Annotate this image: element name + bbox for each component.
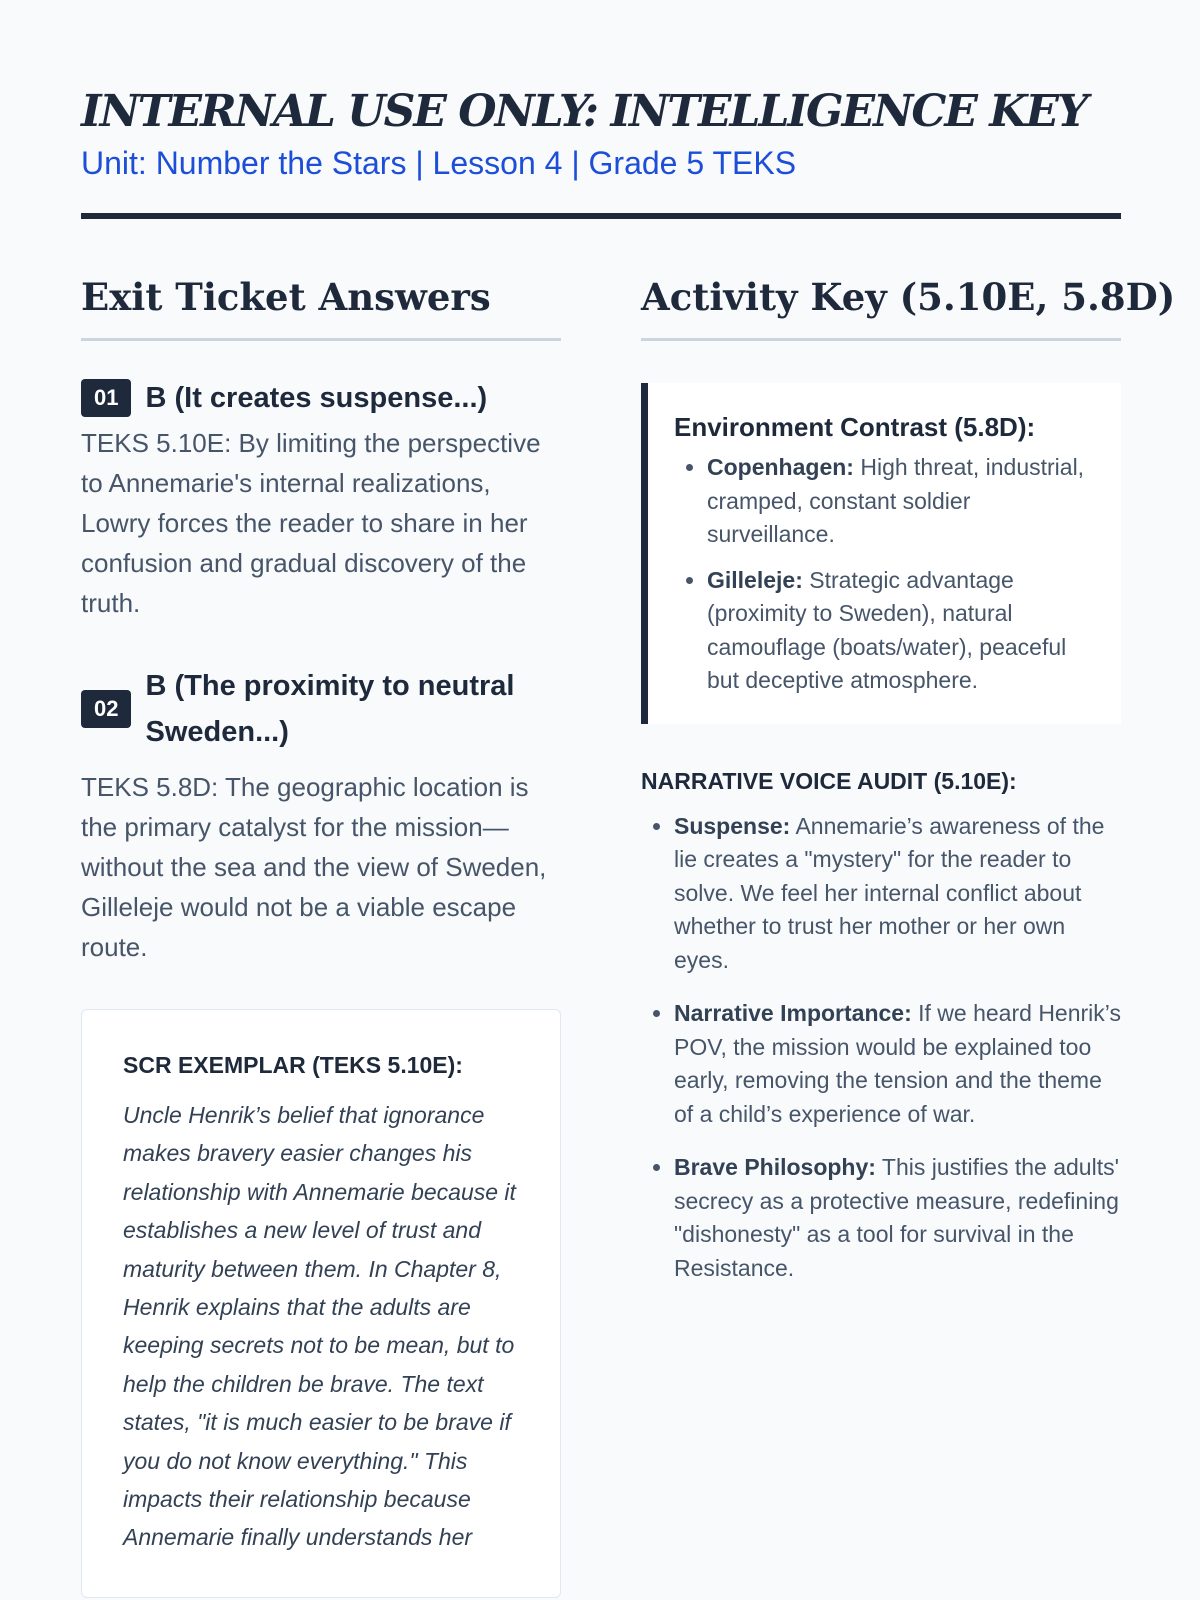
list-item [674, 810, 1121, 978]
list-item-label: Suspense: [674, 812, 791, 839]
answer-key-page [81, 0, 1176, 1600]
answer-item-2 [81, 663, 561, 967]
exemplar-text: Uncle Henrik’s belief that ignorance makes bravery easier changes his relationship with Annemarie because it establishes a new level of trust and maturity between them. In Chapter 8, Henrik explains that the adults are keeping secrets not to be mean, but to help the children be brave. The text states, "it is much easier to be brave if you do not know everything." This impacts their relationship because Annemarie finally understands her [123, 1102, 516, 1551]
narrative-audit-title: NARRATIVE VOICE AUDIT (5.10E): [641, 767, 1017, 794]
list-item-label: Copenhagen: [707, 454, 854, 480]
narrative-audit-list [641, 810, 1121, 1286]
list-item-text: This justifies the adults' secrecy as a protective measure, redefining "dishonesty" as a tool for survival in the Resistance. [674, 1154, 1119, 1281]
answer-item-1 [81, 375, 561, 623]
answer-2-header [81, 663, 561, 755]
environment-list [674, 451, 1101, 698]
list-item-text: Annemarie’s awareness of the lie creates a "mystery" for the reader to solve. We feel her internal conflict about whether to trust her mother or her own eyes. [674, 812, 1105, 973]
list-item [674, 1151, 1121, 1285]
list-item-text: High threat, industrial, cramped, constant soldier surveillance. [707, 454, 1085, 547]
list-item-label: Gilleleje: [707, 566, 803, 593]
answer-1-title: B (It creates suspense...) [145, 382, 488, 414]
list-item [674, 997, 1121, 1131]
activity-key-heading: Activity Key (5.10E, 5.8D) [641, 272, 1121, 341]
answer-number-badge: 02 [81, 690, 131, 728]
exit-ticket-heading: Exit Ticket Answers [81, 272, 561, 341]
list-item [707, 564, 1101, 698]
page-title: INTERNAL USE ONLY: INTELLIGENCE KEY [81, 86, 1087, 137]
activity-key-column [641, 272, 1176, 1285]
header-divider [81, 213, 1121, 219]
environment-contrast-title: Environment Contrast (5.8D): [674, 412, 1036, 442]
answer-1-header [81, 375, 561, 421]
list-item [707, 451, 1101, 552]
answer-1-explanation: TEKS 5.10E: By limiting the perspective to Annemarie's internal realizations, Lowry forces the reader to share in her confusion and gradual discovery of the truth. [81, 428, 541, 618]
scr-exemplar-card [81, 1009, 561, 1598]
list-item-text: Strategic advantage (proximity to Sweden), natural camouflage (boats/water), peaceful but deceptive atmosphere. [707, 566, 1067, 693]
list-item-label: Narrative Importance: [674, 1000, 912, 1026]
answer-2-title: B (The proximity to neutral Sweden...) [145, 670, 515, 748]
answer-number-badge: 01 [81, 379, 131, 417]
page-subtitle: Unit: Number the Stars | Lesson 4 | Grade 5 TEKS [81, 145, 797, 181]
exemplar-label: SCR EXEMPLAR (TEKS 5.10E): [123, 1052, 463, 1078]
answer-2-explanation: TEKS 5.8D: The geographic location is the primary catalyst for the mission—without the sea and the view of Sweden, Gilleleje would not be a viable escape route. [81, 772, 547, 962]
exit-ticket-column [81, 272, 561, 1598]
list-item-text: If we heard Henrik’s POV, the mission would be explained too early, removing the tension and the theme of a child’s experience of war. [674, 1000, 1121, 1127]
environment-contrast-box [641, 383, 1121, 724]
list-item-label: Brave Philosophy: [674, 1154, 876, 1180]
